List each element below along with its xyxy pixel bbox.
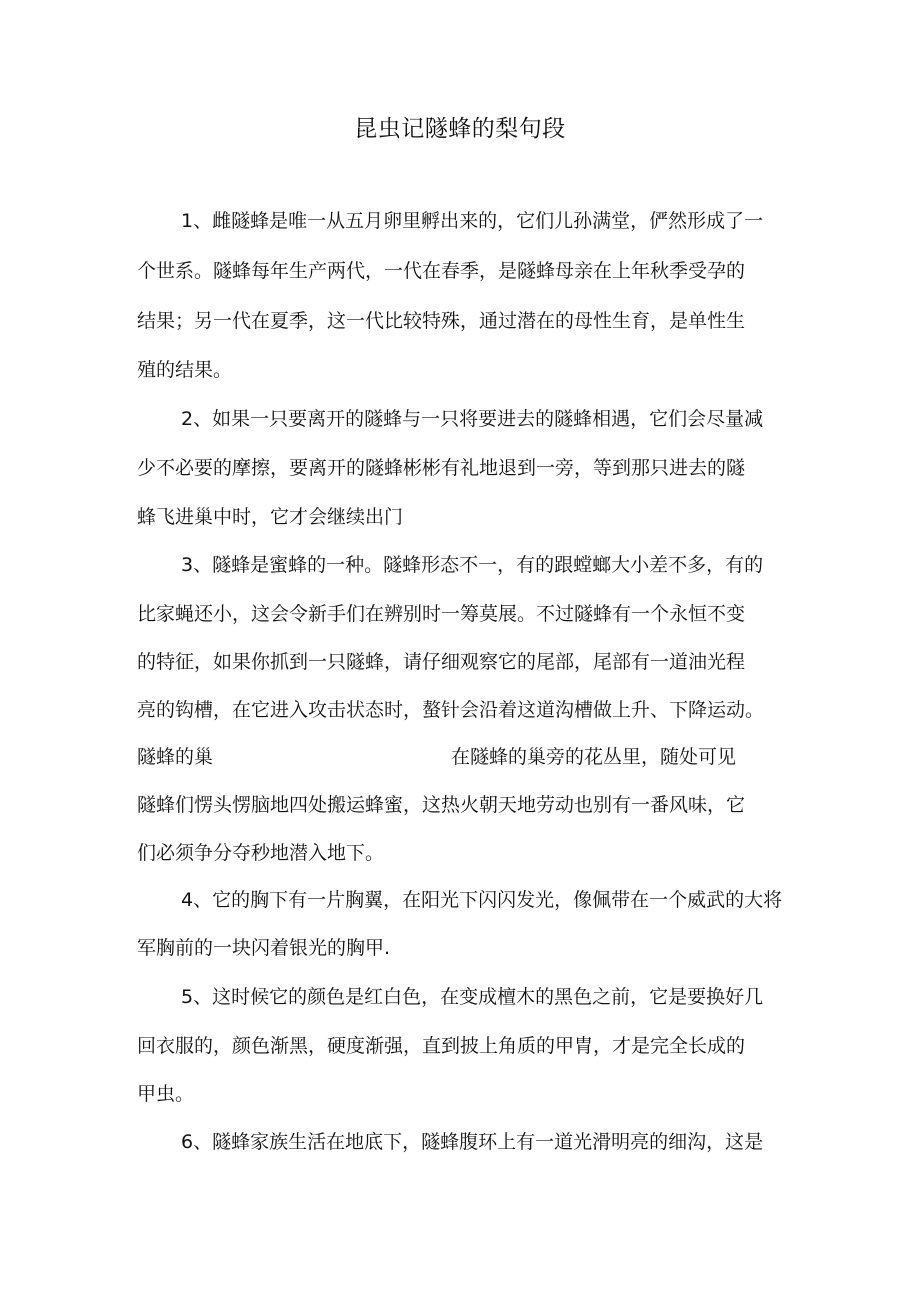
paragraph-1-line-2: 个世系。隧蜂每年生产两代，一代在春季，是隧蜂母亲在上年秋季受孕的	[137, 260, 746, 282]
paragraph-2-line-1: 2、如果一只要离开的隧蜂与一只将要进去的隧蜂相遇，它们会尽量减	[181, 408, 764, 430]
document-title: 昆虫记隧蜂的梨句段	[354, 116, 566, 142]
paragraph-3-line-3: 的特征，如果你抓到一只隧蜂，请仔细观察它的尾部，尾部有一道油光程	[137, 651, 746, 673]
paragraph-3-line-2: 比家蝇还小，这会令新手们在辨别时一筹莫展。不过隧蜂有一个永恒不变	[137, 603, 746, 625]
paragraph-6-line-1: 6、隧蜂家族生活在地底下，隧蜂腹环上有一道光滑明亮的细沟，这是	[181, 1131, 764, 1153]
paragraph-3-line-1: 3、隧蜂是蜜蜂的一种。隧蜂形态不一，有的跟螳螂大小差不多，有的	[181, 554, 764, 576]
paragraph-1-line-3: 结果；另一代在夏季，这一代比较特殊，通过潜在的母性生育，是单性生	[137, 310, 746, 332]
paragraph-3-line-5a: 隧蜂的巢	[137, 746, 214, 768]
paragraph-3-line-6: 隧蜂们愣头愣脑地四处搬运蜂蜜，这热火朝天地劳动也别有一番风味，它	[137, 794, 746, 816]
paragraph-2-line-3: 蜂飞进巢中时，它才会继续出门	[137, 506, 404, 528]
paragraph-3-line-5b: 在隧蜂的巢旁的花丛里，随处可见	[451, 746, 737, 768]
paragraph-2-line-2: 少不必要的摩擦，要离开的隧蜂彬彬有礼地退到一旁，等到那只进去的隧	[137, 457, 746, 479]
paragraph-4-line-1: 4、它的胸下有一片胸翼，在阳光下闪闪发光，像佩带在一个威武的大将	[181, 889, 783, 911]
paragraph-1-line-4: 殖的结果。	[137, 359, 233, 381]
paragraph-5-line-3: 甲虫。	[137, 1083, 195, 1105]
paragraph-5-line-1: 5、这时候它的颜色是红白色，在变成檀木的黑色之前，它是要换好几	[181, 986, 764, 1008]
paragraph-5-line-2: 回衣服的，颜色渐黑，硬度渐强，直到披上角质的甲胄，才是完全长成的	[137, 1035, 746, 1057]
paragraph-4-line-2: 军胸前的一块闪着银光的胸甲.	[137, 937, 391, 959]
paragraph-3-line-7: 们必须争分夺秒地潜入地下。	[137, 842, 385, 864]
paragraph-3-line-4: 亮的钩槽，在它进入攻击状态时，螯针会沿着这道沟槽做上升、下降运动。	[137, 699, 765, 721]
paragraph-1-line-1: 1、雌隧蜂是唯一从五月卵里孵出来的，它们儿孙满堂，俨然形成了一	[181, 210, 764, 232]
